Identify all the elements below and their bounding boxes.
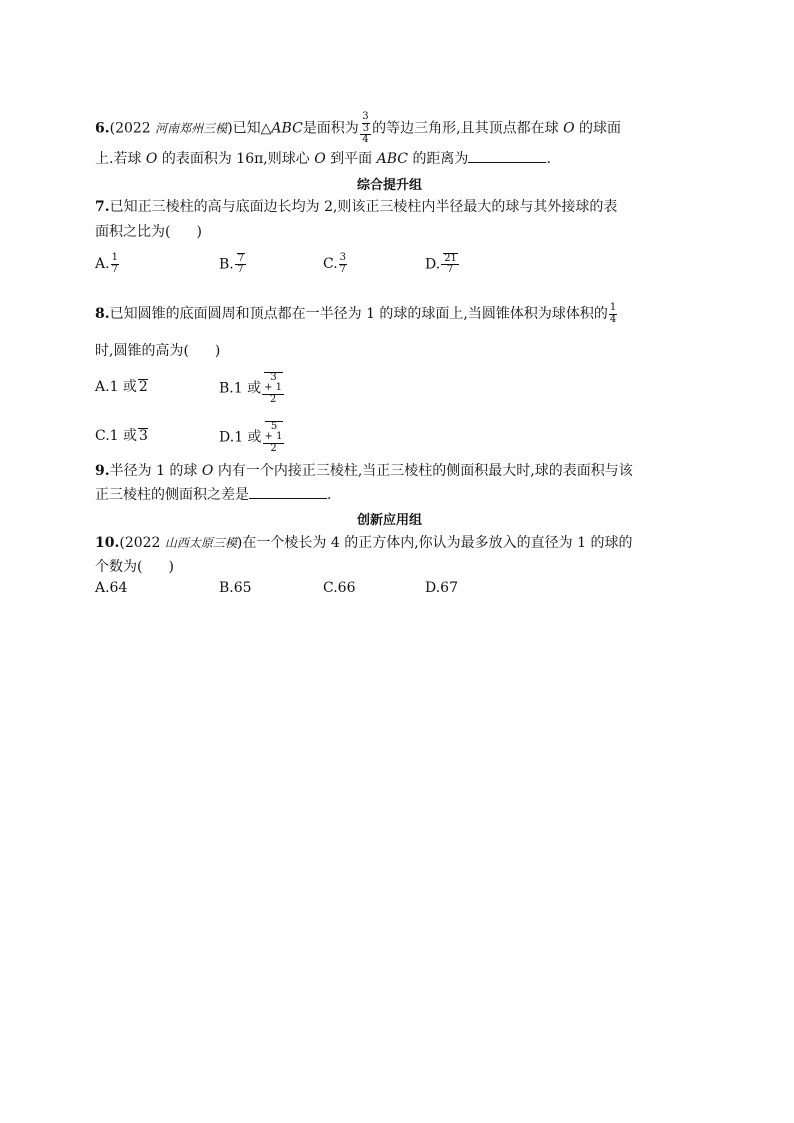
q9-number: 9.: [95, 463, 110, 479]
q8-option-d-label: D.: [219, 429, 235, 446]
q8-option-d[interactable]: [219, 421, 285, 454]
q6-line1: [95, 112, 621, 145]
q6-line2-d: 的距离为: [412, 151, 469, 167]
q7-line2: [95, 221, 202, 241]
q8-option-b-label: B.: [219, 380, 234, 397]
q8-line2: [95, 340, 220, 360]
q9-line1: [95, 460, 633, 480]
q10-option-c[interactable]: C.66: [323, 580, 356, 596]
q10-line1: [95, 532, 632, 552]
q7-text-1: 已知正三棱柱的高与底面边长均为 2,则该正三棱柱内半径最大的球与其外接球的表: [109, 199, 618, 215]
q6-text-4: 的球面: [579, 120, 622, 137]
q6-end: .: [546, 151, 551, 167]
q6-source: 河南郑州三模: [155, 121, 228, 136]
q7-line1: [95, 196, 617, 216]
q9-text-1a: 半径为 1 的球: [109, 463, 198, 479]
q8-option-a[interactable]: [95, 376, 148, 396]
q8-option-d-tail: + 1: [264, 431, 283, 442]
q8-option-c-radical: 3: [139, 428, 148, 444]
q7-text-2: 面积之比为(: [95, 224, 171, 240]
q6-answer-blank[interactable]: [468, 150, 546, 163]
q10-source: 山西太原三模: [164, 536, 237, 550]
q6-line2-a: 上.若球: [95, 151, 142, 167]
q6-text-2: 是面积为: [302, 120, 359, 137]
q6-O3: O: [314, 151, 326, 167]
q7-option-c-num: 3: [339, 252, 347, 263]
q8-option-c-label: C.: [95, 428, 110, 444]
q8-option-d-den: 2: [270, 442, 277, 454]
q8-option-d-fraction: [263, 421, 285, 454]
q8-fraction-num: 1: [609, 302, 617, 313]
q6-line2-c: 到平面: [330, 151, 373, 167]
q9-line2: [95, 484, 331, 504]
q7-option-a[interactable]: [95, 253, 120, 275]
q8-option-d-radical: 5: [265, 421, 284, 432]
q6-O1: O: [563, 120, 575, 137]
q10-source-open: (2022: [119, 535, 165, 551]
q7-option-c[interactable]: [323, 253, 348, 275]
q6-text-1: 已知: [232, 120, 261, 137]
q8-option-a-radical: 2: [138, 379, 148, 395]
q9-answer-blank[interactable]: [249, 486, 327, 499]
q6-area-coef: 3: [362, 111, 369, 122]
q6-area-den: 4: [362, 133, 369, 145]
q7-option-d-radical: 21: [444, 253, 457, 264]
q9-text-1b: 内有一个内接正三棱柱,当正三棱柱的侧面积最大时,球的表面积与该: [217, 463, 633, 479]
q7-close: ): [196, 224, 202, 240]
q6-source-close: ): [227, 120, 233, 137]
q7-option-a-num: 1: [111, 252, 118, 263]
q7-option-a-label: A.: [95, 256, 110, 272]
q6-abc: ABC: [376, 151, 408, 167]
q8-number: 8.: [95, 306, 110, 322]
section-heading-2: 创新应用组: [357, 513, 423, 528]
q7-option-b-label: B.: [219, 256, 234, 273]
q9-end: .: [327, 487, 332, 503]
q6-source-open: (2022: [109, 120, 156, 137]
q8-close: ): [214, 343, 221, 359]
q6-triangle: △ABC: [260, 120, 303, 137]
q6-area-radical: 3: [362, 122, 370, 134]
q8-option-c[interactable]: [95, 425, 148, 445]
q7-number: 7.: [95, 199, 110, 215]
q10-line2: [95, 556, 174, 576]
q6-text-3: 的等边三角形,且其顶点都在球: [372, 120, 559, 137]
q8-text-1: 已知圆锥的底面圆周和顶点都在一半径为 1 的球的球面上,当圆锥体积为球体积的: [109, 306, 608, 322]
q8-option-b[interactable]: [219, 372, 285, 405]
q7-option-a-den: 7: [111, 263, 118, 275]
q7-option-b-fraction: [235, 253, 246, 276]
q7-option-b[interactable]: [219, 253, 247, 276]
q7-option-d-label: D.: [425, 256, 441, 273]
q6-line2-b: 的表面积为 16π,则球心: [161, 151, 310, 167]
q10-source-close: ): [236, 535, 243, 551]
q8-option-c-text: 1 或: [109, 428, 138, 444]
q10-text-2: 个数为(: [95, 559, 143, 575]
q7-option-b-radical: 7: [237, 253, 245, 264]
q8-option-b-den: 2: [269, 393, 277, 405]
q7-option-b-den: 7: [237, 264, 244, 275]
q7-option-d[interactable]: [425, 253, 460, 276]
q9-text-2: 正三棱柱的侧面积之差是: [95, 487, 249, 503]
q8-fraction: [609, 303, 617, 325]
q8-option-a-text: 1 或: [109, 379, 137, 395]
q8-line1: [95, 303, 618, 325]
q6-area-fraction: [360, 112, 371, 145]
section-heading-1: 综合提升组: [357, 178, 423, 193]
q10-option-d[interactable]: D.67: [425, 580, 458, 596]
q7-option-c-label: C.: [323, 256, 338, 272]
q8-option-b-tail: + 1: [264, 382, 283, 393]
q7-option-d-fraction: [441, 253, 459, 276]
q8-fraction-den: 4: [609, 313, 617, 325]
q10-text-1: 在一个棱长为 4 的正方体内,你认为最多放入的直径为 1 的球的: [242, 535, 633, 551]
q8-option-b-radical: 3: [264, 372, 283, 383]
q10-number: 10.: [95, 535, 120, 551]
q7-option-d-den: 7: [446, 264, 454, 275]
q9-O: O: [201, 463, 214, 479]
q7-option-c-den: 7: [339, 263, 347, 275]
q7-option-c-fraction: [339, 253, 347, 275]
q8-option-a-label: A.: [95, 379, 110, 395]
q8-option-d-text: 1 或: [234, 429, 262, 446]
q8-option-b-text: 1 或: [233, 380, 262, 397]
q6-line2: [95, 148, 551, 168]
q10-close: ): [168, 559, 174, 575]
q7-option-a-fraction: [111, 253, 119, 275]
q10-option-b[interactable]: B.65: [219, 580, 252, 596]
q6-number: 6.: [95, 120, 110, 137]
q10-option-a[interactable]: A.64: [95, 580, 128, 596]
q8-text-2: 时,圆锥的高为(: [95, 343, 189, 359]
q6-O2: O: [145, 151, 158, 167]
q8-option-b-fraction: [262, 372, 284, 405]
